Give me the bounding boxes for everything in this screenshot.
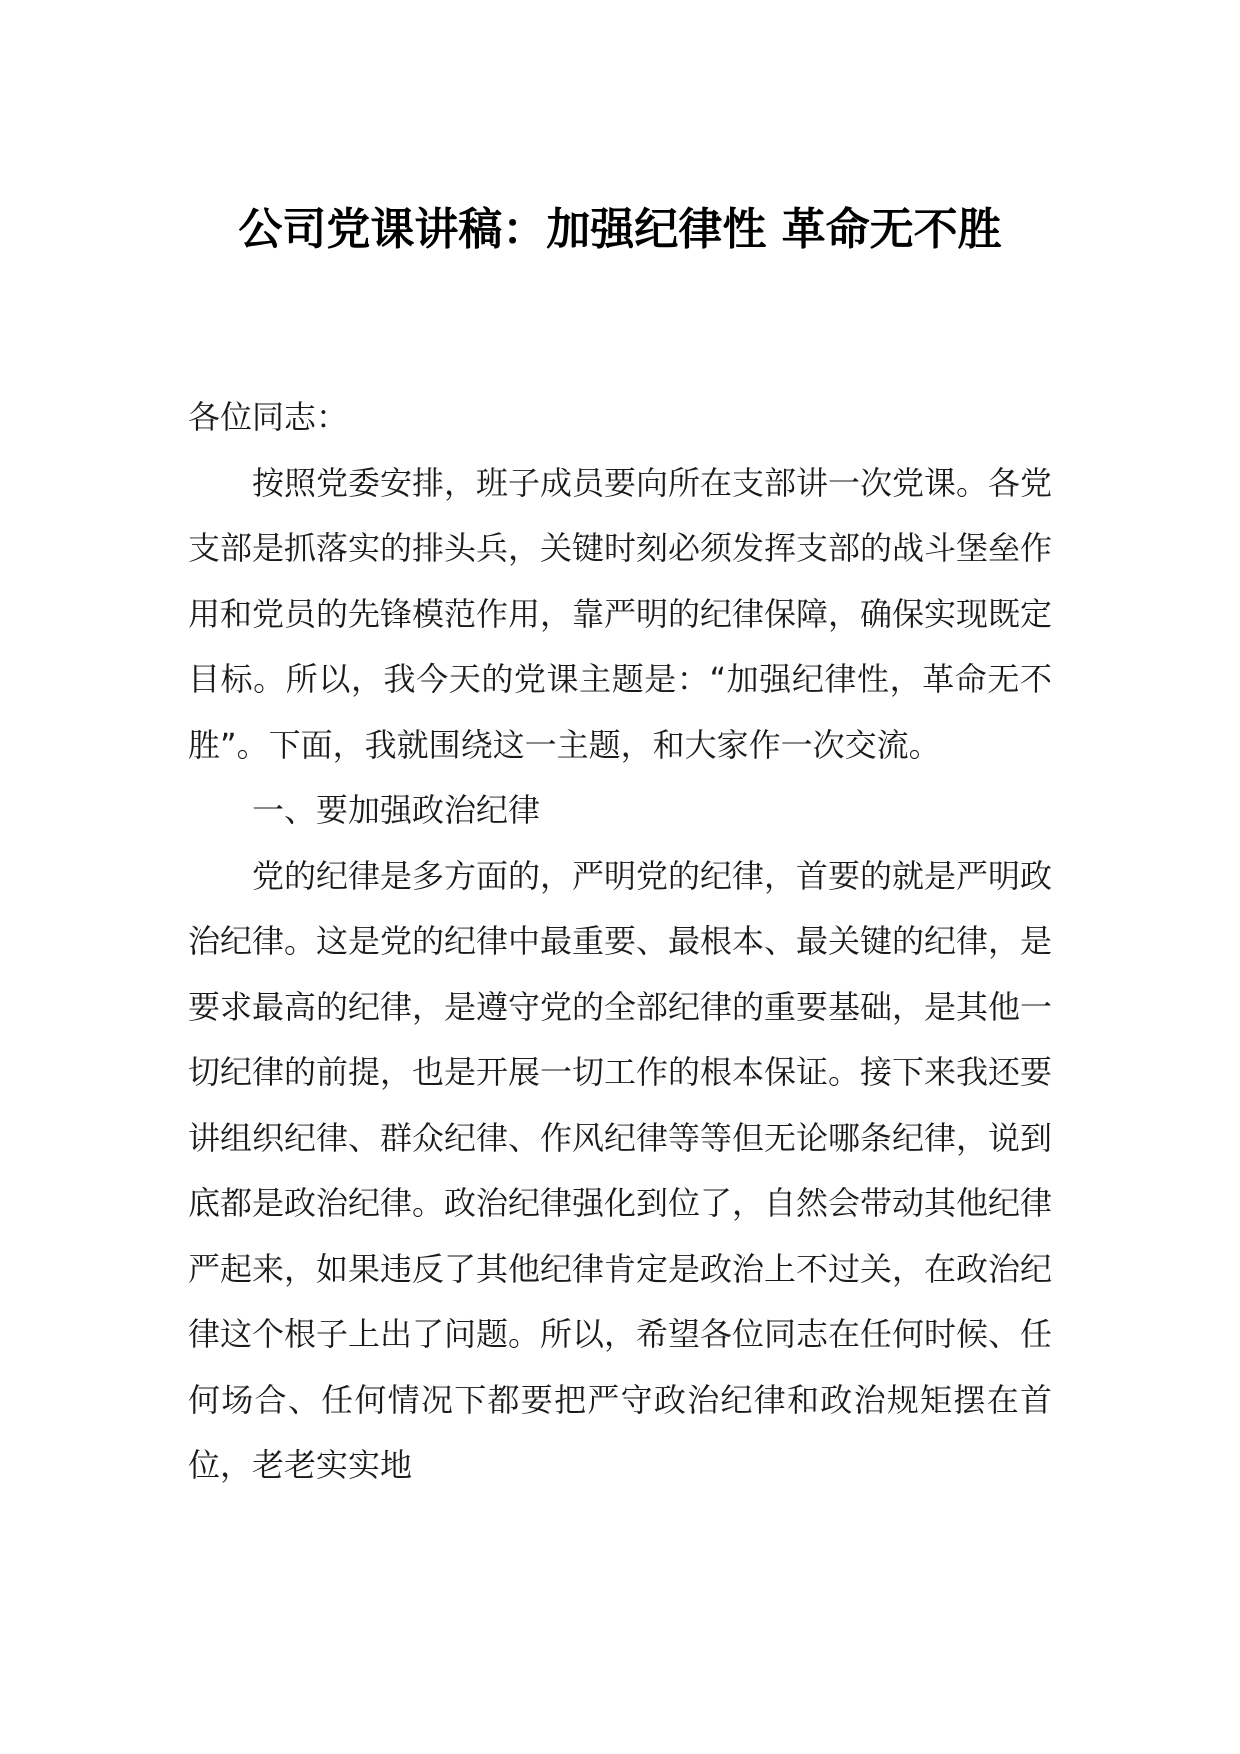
paragraph-political-discipline: 党的纪律是多方面的，严明党的纪律，首要的就是严明政治纪律。这是党的纪律中最重要、最根本、最关键的纪律，是要求最高的纪律，是遵守党的全部纪律的重要基础，是其他一切纪律的前提，也是开展一切工作的根本保证。接下来我还要讲组织纪律、群众纪律、作风纪律等等但无论哪条纪律，说到底都是政治纪律。政治纪律强化到位了，自然会带动其他纪律严起来，如果违反了其他纪律肯定是政治上不过关，在政治纪律这个根子上出了问题。所以，希望各位同志在任何时候、任何场合、任何情况下都要把严守政治纪律和政治规矩摆在首位，老老实实地 <box>188 856 1053 1484</box>
paragraph-intro: 按照党委安排，班子成员要向所在支部讲一次党课。各党支部是抓落实的排头兵，关键时刻必须发挥支部的战斗堡垒作用和党员的先锋模范作用，靠严明的纪律保障，确保实现既定目标。所以，我今天的党课主题是：“加强纪律性，革命无不胜”。下面，我就围绕这一主题，和大家作一次交流。 <box>188 463 1053 764</box>
document-title: 公司党课讲稿：加强纪律性 革命无不胜 <box>238 204 1002 255</box>
document-body <box>188 385 1052 1499</box>
salutation: 各位同志： <box>188 398 349 436</box>
section-heading-1: 一、要加强政治纪律 <box>252 791 541 829</box>
